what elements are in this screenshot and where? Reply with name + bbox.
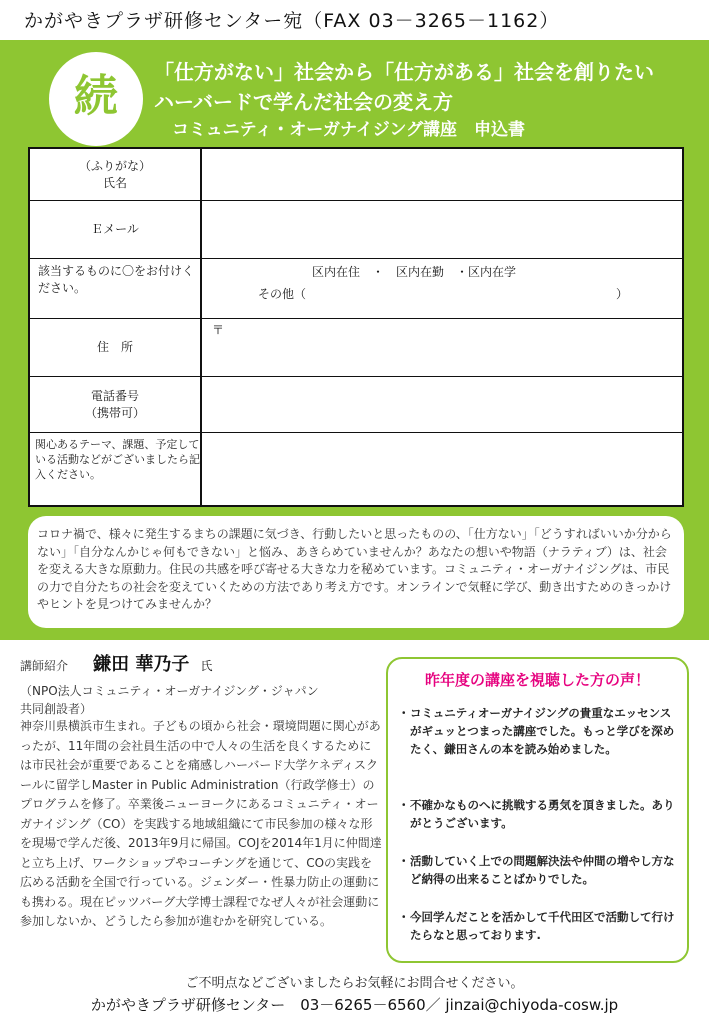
instructor-honorific: 氏 xyxy=(200,659,213,673)
name-label: 氏名 xyxy=(102,175,127,190)
address-field[interactable] xyxy=(202,319,682,376)
instructor-affiliation: （NPO法人コミュニティ・オーガナイジング・ジャパン共同創設者） xyxy=(20,684,319,716)
instructor-bio: 神奈川県横浜市生まれ。子どもの頃から社会・環境問題に関心があったが、11年間の会社員生活の中で人々の生活を良くするためには市民社会が重要であることを痛感しハーバード大学ケネディスクールに留学しMaster in Public Administration（行政学修士）のプログラムを修了。卒業後ニューヨークにあるコミュニティ・オーガナイジング（CO）を実践する地域組織にて市民参加の様々な形を現場で学んだ後、2013年9月に帰国。COJを2014年1月に仲間達と立ち上げ、ワークショップやコーチングを通じて、COの実践を広める活動を全国で行っている。ジェンダー・性暴力防止の運動にも携わる。現在ピッツバーグ大学博士課程でなぜ人々が社会運動に参加しないか、どうしたら参加が進むかを研究している。 xyxy=(20,719,382,928)
category-other-close: ） xyxy=(615,287,628,301)
instructor-name: 鎌田 華乃子 xyxy=(93,654,190,675)
email-label: Ｅメール xyxy=(91,222,139,236)
voice-bullet: ・ xyxy=(398,854,410,868)
voice-item xyxy=(398,796,681,832)
fax-header: かがやきプラザ研修センター宛（FAX 03－3265－1162） xyxy=(24,10,560,32)
voice-text: コミュニティオーガナイジングの貴重なエッセンスがギュッとつまった講座でした。もっと学びを深めたく、鎌田さんの本を読み始めました。 xyxy=(410,706,675,756)
interest-label: 関心あるテーマ、課題、予定している活動などがございましたら記入ください。 xyxy=(30,433,202,505)
address-label-cell xyxy=(30,319,202,376)
form-row-email xyxy=(30,201,682,259)
voice-bullet: ・ xyxy=(398,910,410,924)
voice-text: 活動していく上での問題解決法や仲間の増やし方など納得の出来ることばかりでした。 xyxy=(410,854,675,886)
category-options[interactable]: 区内在住 ・ 区内在勤 ・区内在学 xyxy=(312,265,517,279)
phone-sub-label: （携帯可） xyxy=(84,405,145,420)
form-row-interest xyxy=(30,433,682,505)
continuation-badge-text: 続 xyxy=(74,71,118,122)
intro-text: コロナ禍で、様々に発生するまちの課題に気づき、行動したいと思ったものの、「仕方ない」「どうすればいいか分からない」「自分なんかじゃ何もできない」と悩み、あきらめていませんか？あなたの想いや物語（ナラティブ）は、社会を変える大きな原動力。住民の共感を呼び寄せる大きな力を秘めています。コミュニティ・オーガナイジングは、市民の力で自分たちの社会を変えていくための方法であり考え方です。オンラインで気軽に学び、動き出すためのきっかけやヒントを見つけてみませんか？ xyxy=(37,527,672,612)
form-row-address xyxy=(30,319,682,377)
address-label: 住 所 xyxy=(96,340,133,354)
form-row-phone xyxy=(30,377,682,433)
category-label: 該当するものに〇をお付けください。 xyxy=(30,259,202,318)
continuation-badge xyxy=(49,52,143,146)
voice-text: 今回学んだことを活かして千代田区で活動して行けたらなと思っております. xyxy=(410,910,675,942)
contact-note: ご不明点などございましたらお気軽にお問合せください。 xyxy=(185,976,524,991)
form-title: コミュニティ・オーガナイジング講座 申込書 xyxy=(172,120,526,140)
voice-item xyxy=(398,908,681,944)
voice-text: 不確かなものへに挑戦する勇気を頂きました。ありがとうございます。 xyxy=(410,798,675,830)
form-row-name xyxy=(30,149,682,201)
name-label-cell xyxy=(30,149,202,200)
name-furigana-label: （ふりがな） xyxy=(78,158,151,173)
postal-mark: 〒 xyxy=(212,323,225,337)
voice-bullet: ・ xyxy=(398,706,410,720)
phone-label-cell xyxy=(30,377,202,432)
headline-line-2: ハーバードで学んだ社会の変え方 xyxy=(154,90,453,114)
category-field[interactable] xyxy=(202,259,682,318)
voices-box xyxy=(386,657,689,963)
instructor-label: 講師紹介 xyxy=(20,659,69,673)
voice-item xyxy=(398,704,681,758)
intro-text-box xyxy=(28,516,684,628)
email-label-cell xyxy=(30,201,202,258)
voices-title: 昨年度の講座を視聴した方の声！ xyxy=(424,671,650,689)
form-row-category xyxy=(30,259,682,319)
contact-line: かがやきプラザ研修センター 03－6265－6560／ jinzai@chiyoda-cosw.jp xyxy=(90,996,619,1014)
headline-line-1: 「仕方がない」社会から「仕方がある」社会を創りたい xyxy=(154,60,654,84)
email-field[interactable] xyxy=(202,201,682,258)
instructor-heading xyxy=(20,650,213,676)
application-form xyxy=(28,147,684,507)
voice-bullet: ・ xyxy=(398,798,410,812)
name-field[interactable] xyxy=(202,149,682,200)
category-other[interactable]: その他（ xyxy=(258,287,307,301)
interest-field[interactable] xyxy=(202,433,682,505)
voice-item xyxy=(398,852,681,888)
phone-label: 電話番号 xyxy=(90,388,139,403)
phone-field[interactable] xyxy=(202,377,682,432)
